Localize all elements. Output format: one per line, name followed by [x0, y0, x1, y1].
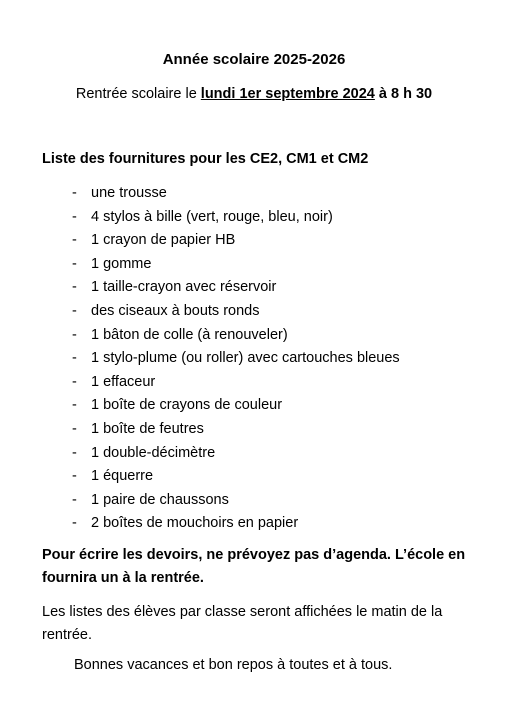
- list-item: [72, 418, 400, 442]
- list-bullet: -: [72, 302, 77, 319]
- school-start-line: [0, 86, 508, 102]
- page-title: Année scolaire 2025-2026: [162, 51, 346, 68]
- list-item-text: 1 gomme: [91, 255, 152, 272]
- list-bullet: -: [72, 279, 77, 296]
- list-item: [72, 253, 400, 277]
- list-item-text: des ciseaux à bouts ronds: [91, 302, 260, 319]
- list-item-text: 1 boîte de feutres: [91, 420, 204, 437]
- list-bullet: -: [72, 232, 77, 249]
- list-item: [72, 394, 400, 418]
- list-item-text: une trousse: [91, 185, 167, 201]
- list-item: [72, 182, 400, 206]
- closing-wishes: Bonnes vacances et bon repos à toutes et à tous.: [74, 657, 393, 673]
- list-bullet: -: [72, 444, 77, 461]
- list-bullet: -: [72, 255, 77, 272]
- list-bullet: -: [72, 208, 77, 225]
- list-item-text: 2 boîtes de mouchoirs en papier: [91, 515, 299, 532]
- start-prefix: Rentrée scolaire le: [75, 86, 201, 102]
- list-bullet: -: [72, 397, 77, 414]
- supplies-list: [72, 182, 400, 536]
- list-bullet: -: [72, 468, 77, 485]
- list-bullet: -: [72, 185, 77, 201]
- list-item: [72, 276, 400, 300]
- supplies-heading: Liste des fournitures pour les CE2, CM1 et CM2: [42, 151, 369, 167]
- list-bullet: -: [72, 491, 77, 508]
- list-item: [72, 489, 400, 513]
- list-item: [72, 442, 400, 466]
- list-bullet: -: [72, 350, 77, 367]
- list-item: [72, 347, 400, 371]
- list-item: [72, 324, 400, 348]
- list-bullet: -: [72, 515, 77, 532]
- list-bullet: -: [72, 373, 77, 390]
- list-item-text: 1 paire de chaussons: [91, 491, 229, 508]
- list-item-text: 1 bâton de colle (à renouveler): [91, 326, 288, 343]
- list-item-text: 4 stylos à bille (vert, rouge, bleu, noir): [91, 208, 333, 225]
- list-item: [72, 229, 400, 253]
- agenda-note: Pour écrire les devoirs, ne prévoyez pas d’agenda. L’école en fournira un à la rentrée.: [42, 547, 466, 586]
- list-item: [72, 206, 400, 230]
- list-item-text: 1 taille-crayon avec réservoir: [91, 279, 277, 296]
- start-date: lundi 1er septembre 2024: [200, 86, 375, 102]
- list-item: [72, 465, 400, 489]
- list-bullet: -: [72, 420, 77, 437]
- list-item-text: 1 boîte de crayons de couleur: [91, 397, 283, 414]
- list-item-text: 1 crayon de papier HB: [91, 232, 236, 249]
- list-item-text: 1 effaceur: [91, 373, 156, 390]
- list-item: [72, 512, 400, 536]
- list-item-text: 1 équerre: [91, 468, 154, 485]
- list-item-text: 1 stylo-plume (ou roller) avec cartouches bleues: [91, 350, 400, 367]
- list-item-text: 1 double-décimètre: [91, 444, 216, 461]
- start-time: à 8 h 30: [374, 86, 433, 102]
- list-item: [72, 371, 400, 395]
- list-bullet: -: [72, 326, 77, 343]
- list-item: [72, 300, 400, 324]
- class-lists-note: Les listes des élèves par classe seront affichées le matin de la rentrée.: [42, 604, 443, 643]
